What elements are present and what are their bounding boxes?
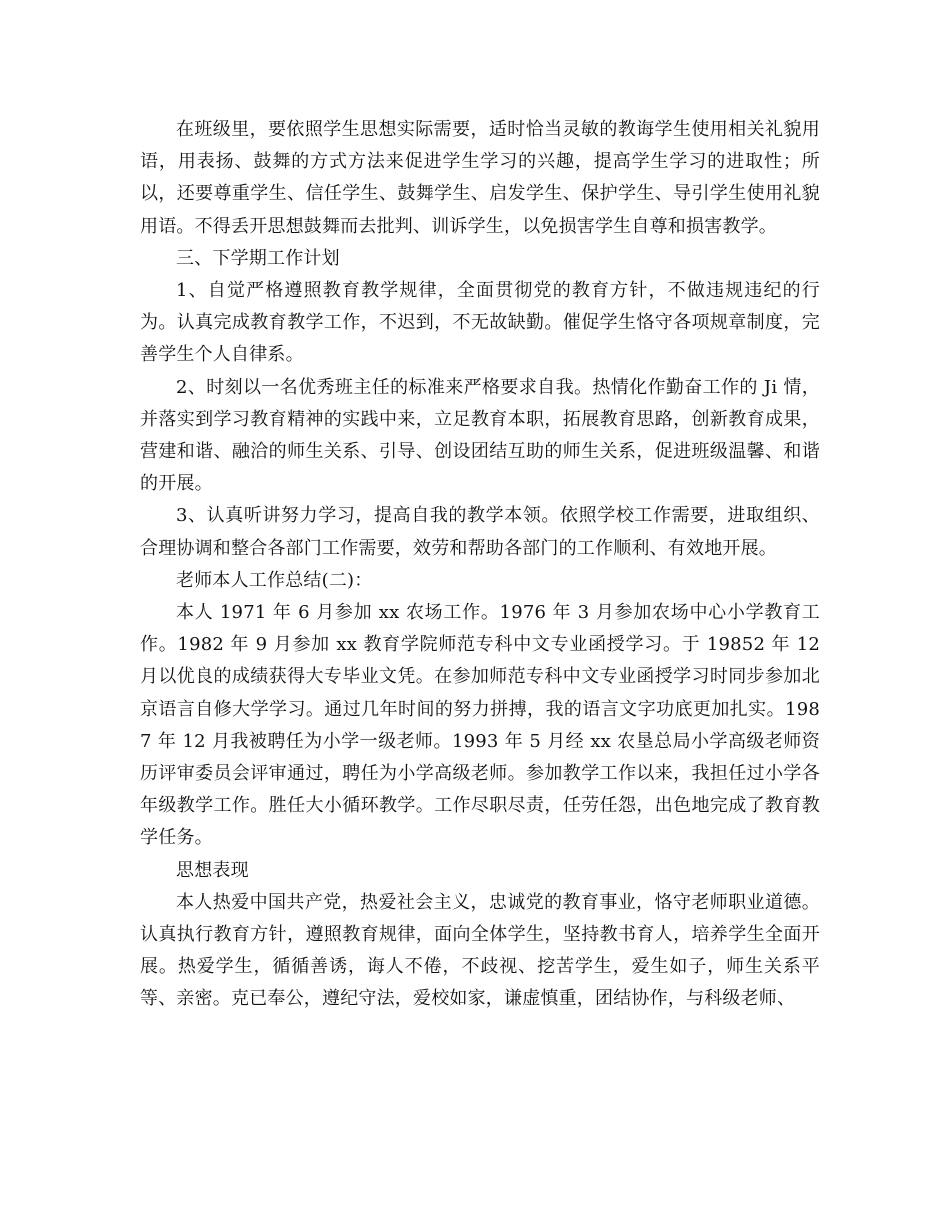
paragraph-plan-item-3: 3、认真听讲努力学习，提高自我的教学本领。依照学校工作需要，进取组织、合理协调和整合各部门工作需要，效劳和帮助各部门的工作顺利、有效地开展。: [140, 505, 820, 559]
paragraph-plan-item-2: 2、时刻以一名优秀班主任的标准来严格要求自我。热情化作勤奋工作的 Ji 情，并落实到学习教育精神的实践中来，立足教育本职，拓展教育思路，创新教育成果，营建和谐、融洽的师生关系、引导、创设团结互助的师生关系，促进班级温馨、和谐的开展。: [140, 376, 820, 495]
heading-next-semester-plan: 三、下学期工作计划: [176, 247, 340, 269]
document-body: [140, 114, 820, 1016]
paragraph-career-history: 本人 1971 年 6 月参加 xx 农场工作。1976 年 3 月参加农场中心小学教育工作。1982 年 9 月参加 xx 教育学院师范专科中文专业函授学习。于 19852 年 12 月以优良的成绩获得大专毕业文凭。在参加师范专科中文专业函授学习时同步参加北京语言自修大学学习。通过几年时间的努力拼搏，我的语言文字功底更加扎实。1987 年 12 月我被聘任为小学一级老师。1993 年 5 月经 xx 农垦总局小学高级老师资历评审委员会评审通过，聘任为小学高级老师。参加教学工作以来，我担任过小学各年级教学工作。胜任大小循环教学。工作尽职尽责，任劳任怨，出色地完成了教育教学任务。: [140, 602, 820, 849]
paragraph-plan-item-1: 1、自觉严格遵照教育教学规律，全面贯彻党的教育方针，不做违规违纪的行为。认真完成教育教学工作，不迟到，不无故缺勤。催促学生恪守各项规章制度，完善学生个人自律系。: [140, 280, 820, 366]
heading-ideological-performance: 思想表现: [176, 859, 249, 881]
heading-summary-two: 老师本人工作总结(二)：: [176, 569, 373, 591]
paragraph-etiquette: 在班级里，要依照学生思想实际需要，适时恰当灵敏的教诲学生使用相关礼貌用语，用表扬、鼓舞的方式方法来促进学生学习的兴趣，提高学生学习的进取性；所以，还要尊重学生、信任学生、鼓舞学生、启发学生、保护学生、导引学生使用礼貌用语。不得丢开思想鼓舞而去批判、训诉学生，以免损害学生自尊和损害教学。: [140, 119, 820, 237]
paragraph-ideology: 本人热爱中国共产党，热爱社会主义，忠诚党的教育事业，恪守老师职业道德。认真执行教育方针，遵照教育规律，面向全体学生，坚持教书育人，培养学生全面开展。热爱学生，循循善诱，诲人不倦，不歧视、挖苦学生，爱生如子，师生关系平等、亲密。克已奉公，遵纪守法，爱校如家，谦虚慎重，团结协作，与科级老师、: [140, 891, 820, 1010]
